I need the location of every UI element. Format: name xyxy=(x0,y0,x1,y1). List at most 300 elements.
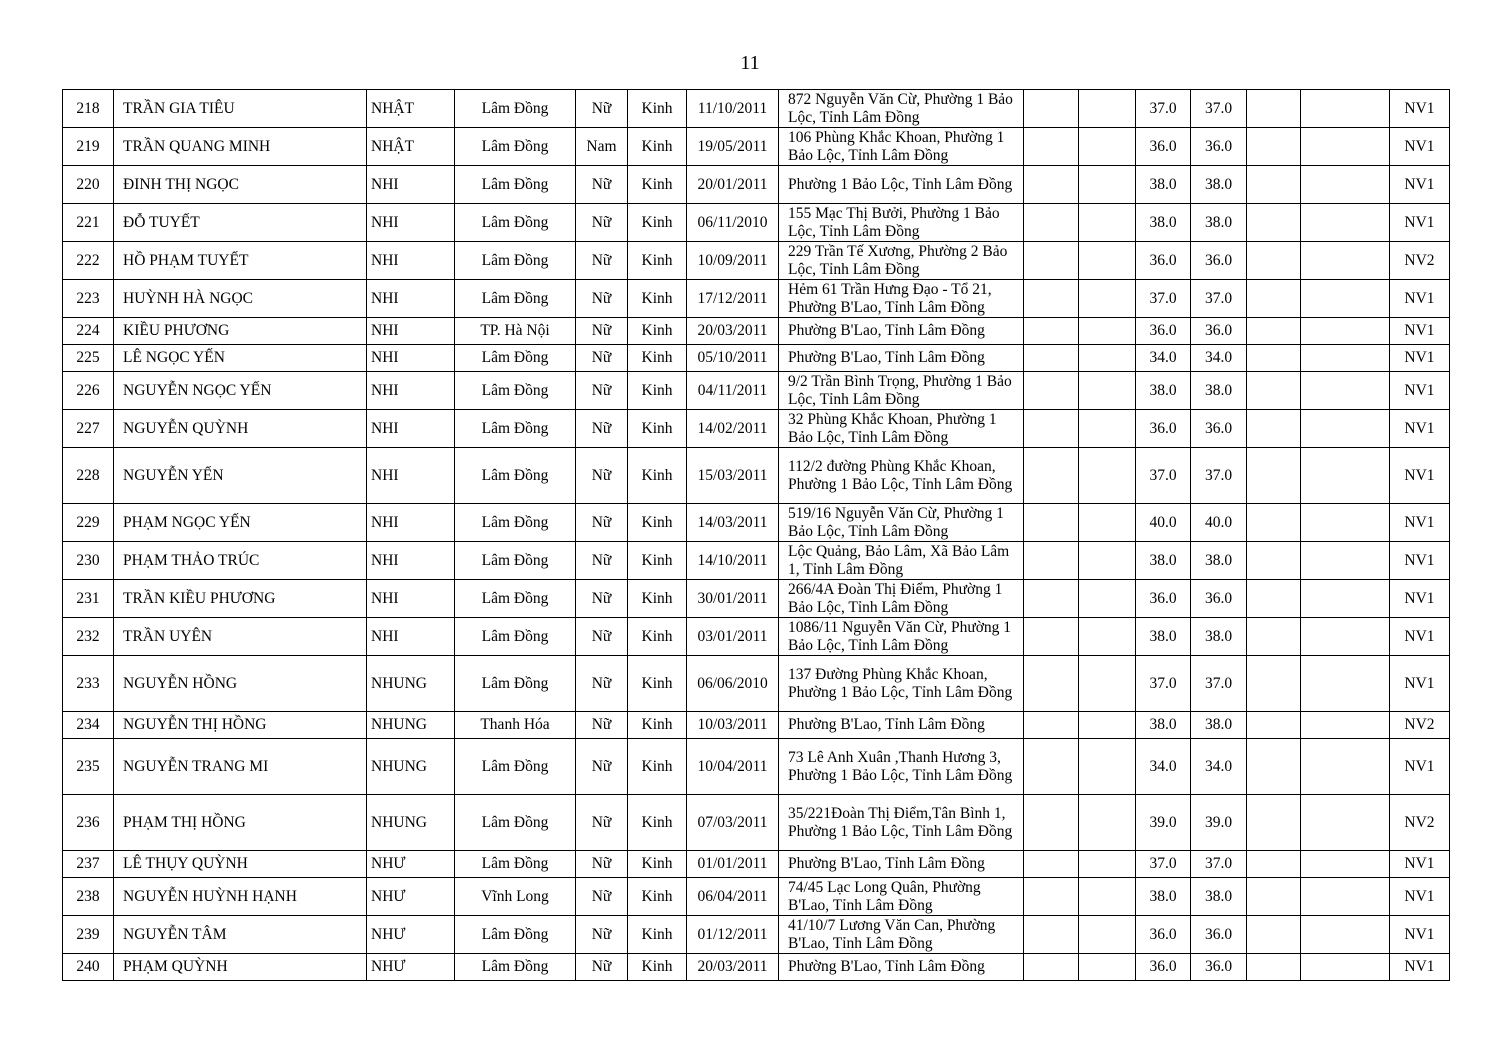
family-middle-name-cell: TRẦN KIỀU PHƯƠNG xyxy=(114,580,367,618)
family-middle-name-cell: TRẦN UYÊN xyxy=(114,618,367,656)
given-name-cell: NHI xyxy=(367,242,455,280)
birth-date-cell: 06/06/2010 xyxy=(687,656,779,712)
empty-cell-cell xyxy=(1024,448,1079,504)
birth-date-cell: 05/10/2011 xyxy=(687,345,779,372)
given-name-cell: NHI xyxy=(367,580,455,618)
gender-cell: Nữ xyxy=(576,204,628,242)
row-number-cell: 233 xyxy=(63,656,114,712)
row-number-cell: 238 xyxy=(63,878,114,916)
empty-cell-cell xyxy=(1079,504,1136,542)
empty-cell-cell xyxy=(1247,795,1301,851)
birth-date-cell: 14/10/2011 xyxy=(687,542,779,580)
given-name-cell: NHI xyxy=(367,318,455,345)
empty-cell-cell xyxy=(1301,128,1390,166)
address-cell: 35/221Đoàn Thị Điểm,Tân Bình 1, Phường 1 Bảo Lộc, Tỉnh Lâm Đồng xyxy=(779,795,1024,851)
empty-cell-cell xyxy=(1024,916,1079,954)
ethnicity-cell: Kinh xyxy=(628,90,687,128)
gender-cell: Nữ xyxy=(576,410,628,448)
wish-choice-cell: NV1 xyxy=(1390,504,1450,542)
family-middle-name-cell: HUỲNH HÀ NGỌC xyxy=(114,280,367,318)
ethnicity-cell: Kinh xyxy=(628,372,687,410)
empty-cell-cell xyxy=(1024,712,1079,739)
given-name-cell: NHI xyxy=(367,448,455,504)
row-number-cell: 226 xyxy=(63,372,114,410)
empty-cell-cell xyxy=(1079,618,1136,656)
gender-cell: Nữ xyxy=(576,580,628,618)
score-1-cell: 39.0 xyxy=(1136,795,1191,851)
score-2-cell: 37.0 xyxy=(1191,656,1247,712)
gender-cell: Nam xyxy=(576,128,628,166)
score-1-cell: 38.0 xyxy=(1136,372,1191,410)
given-name-cell: NHI xyxy=(367,618,455,656)
address-cell: 32 Phùng Khắc Khoan, Phường 1 Bảo Lộc, Tỉnh Lâm Đồng xyxy=(779,410,1024,448)
family-middle-name-cell: KIỀU PHƯƠNG xyxy=(114,318,367,345)
table-row xyxy=(63,878,1450,916)
row-number-cell: 232 xyxy=(63,618,114,656)
empty-cell-cell xyxy=(1247,410,1301,448)
score-1-cell: 40.0 xyxy=(1136,504,1191,542)
birthplace-cell: Lâm Đồng xyxy=(455,795,576,851)
table-row xyxy=(63,242,1450,280)
empty-cell-cell xyxy=(1247,954,1301,981)
gender-cell: Nữ xyxy=(576,739,628,795)
birth-date-cell: 19/05/2011 xyxy=(687,128,779,166)
gender-cell: Nữ xyxy=(576,345,628,372)
address-cell: Phường B'Lao, Tỉnh Lâm Đồng xyxy=(779,318,1024,345)
empty-cell-cell xyxy=(1301,372,1390,410)
given-name-cell: NHẬT xyxy=(367,90,455,128)
empty-cell-cell xyxy=(1079,656,1136,712)
table-row xyxy=(63,166,1450,204)
empty-cell-cell xyxy=(1301,954,1390,981)
birthplace-cell: Lâm Đồng xyxy=(455,242,576,280)
wish-choice-cell: NV1 xyxy=(1390,204,1450,242)
empty-cell-cell xyxy=(1247,878,1301,916)
wish-choice-cell: NV1 xyxy=(1390,90,1450,128)
gender-cell: Nữ xyxy=(576,618,628,656)
wish-choice-cell: NV2 xyxy=(1390,712,1450,739)
address-cell: Phường B'Lao, Tỉnh Lâm Đồng xyxy=(779,954,1024,981)
birthplace-cell: Lâm Đồng xyxy=(455,504,576,542)
empty-cell-cell xyxy=(1079,916,1136,954)
table-row xyxy=(63,580,1450,618)
empty-cell-cell xyxy=(1247,318,1301,345)
given-name-cell: NHUNG xyxy=(367,656,455,712)
row-number-cell: 219 xyxy=(63,128,114,166)
empty-cell-cell xyxy=(1247,372,1301,410)
ethnicity-cell: Kinh xyxy=(628,410,687,448)
empty-cell-cell xyxy=(1247,204,1301,242)
address-cell: 74/45 Lạc Long Quân, Phường B'Lao, Tỉnh Lâm Đồng xyxy=(779,878,1024,916)
empty-cell-cell xyxy=(1247,345,1301,372)
ethnicity-cell: Kinh xyxy=(628,712,687,739)
address-cell: 266/4A Đoàn Thị Điểm, Phường 1 Bảo Lộc, Tỉnh Lâm Đồng xyxy=(779,580,1024,618)
score-2-cell: 39.0 xyxy=(1191,795,1247,851)
address-cell: 106 Phùng Khắc Khoan, Phường 1 Bảo Lộc, Tỉnh Lâm Đồng xyxy=(779,128,1024,166)
birthplace-cell: Lâm Đồng xyxy=(455,128,576,166)
table-row xyxy=(63,280,1450,318)
birth-date-cell: 01/12/2011 xyxy=(687,916,779,954)
ethnicity-cell: Kinh xyxy=(628,204,687,242)
empty-cell-cell xyxy=(1247,448,1301,504)
empty-cell-cell xyxy=(1024,795,1079,851)
empty-cell-cell xyxy=(1079,878,1136,916)
score-1-cell: 37.0 xyxy=(1136,656,1191,712)
empty-cell-cell xyxy=(1079,318,1136,345)
empty-cell-cell xyxy=(1079,739,1136,795)
row-number-cell: 218 xyxy=(63,90,114,128)
empty-cell-cell xyxy=(1301,851,1390,878)
row-number-cell: 231 xyxy=(63,580,114,618)
score-2-cell: 37.0 xyxy=(1191,280,1247,318)
empty-cell-cell xyxy=(1024,954,1079,981)
birth-date-cell: 20/03/2011 xyxy=(687,954,779,981)
wish-choice-cell: NV1 xyxy=(1390,739,1450,795)
empty-cell-cell xyxy=(1024,90,1079,128)
empty-cell-cell xyxy=(1301,504,1390,542)
family-middle-name-cell: NGUYỄN THỊ HỒNG xyxy=(114,712,367,739)
gender-cell: Nữ xyxy=(576,916,628,954)
birthplace-cell: Lâm Đồng xyxy=(455,916,576,954)
empty-cell-cell xyxy=(1247,166,1301,204)
address-cell: Phường 1 Bảo Lộc, Tỉnh Lâm Đồng xyxy=(779,166,1024,204)
gender-cell: Nữ xyxy=(576,851,628,878)
birth-date-cell: 10/03/2011 xyxy=(687,712,779,739)
empty-cell-cell xyxy=(1024,166,1079,204)
birthplace-cell: Lâm Đồng xyxy=(455,448,576,504)
birthplace-cell: Lâm Đồng xyxy=(455,656,576,712)
wish-choice-cell: NV1 xyxy=(1390,851,1450,878)
score-1-cell: 36.0 xyxy=(1136,916,1191,954)
family-middle-name-cell: LÊ NGỌC YẾN xyxy=(114,345,367,372)
gender-cell: Nữ xyxy=(576,242,628,280)
empty-cell-cell xyxy=(1079,580,1136,618)
score-2-cell: 36.0 xyxy=(1191,128,1247,166)
empty-cell-cell xyxy=(1301,916,1390,954)
ethnicity-cell: Kinh xyxy=(628,280,687,318)
score-2-cell: 36.0 xyxy=(1191,954,1247,981)
empty-cell-cell xyxy=(1247,542,1301,580)
score-2-cell: 36.0 xyxy=(1191,242,1247,280)
gender-cell: Nữ xyxy=(576,372,628,410)
gender-cell: Nữ xyxy=(576,318,628,345)
row-number-cell: 221 xyxy=(63,204,114,242)
family-middle-name-cell: NGUYỄN NGỌC YẾN xyxy=(114,372,367,410)
birth-date-cell: 20/01/2011 xyxy=(687,166,779,204)
family-middle-name-cell: ĐỖ TUYẾT xyxy=(114,204,367,242)
gender-cell: Nữ xyxy=(576,504,628,542)
wish-choice-cell: NV1 xyxy=(1390,580,1450,618)
family-middle-name-cell: NGUYỄN QUỲNH xyxy=(114,410,367,448)
empty-cell-cell xyxy=(1301,795,1390,851)
address-cell: Phường B'Lao, Tỉnh Lâm Đồng xyxy=(779,712,1024,739)
birthplace-cell: TP. Hà Nội xyxy=(455,318,576,345)
row-number-cell: 240 xyxy=(63,954,114,981)
empty-cell-cell xyxy=(1301,318,1390,345)
empty-cell-cell xyxy=(1247,712,1301,739)
score-1-cell: 38.0 xyxy=(1136,204,1191,242)
empty-cell-cell xyxy=(1024,345,1079,372)
empty-cell-cell xyxy=(1079,372,1136,410)
ethnicity-cell: Kinh xyxy=(628,448,687,504)
gender-cell: Nữ xyxy=(576,448,628,504)
table-row xyxy=(63,318,1450,345)
score-2-cell: 40.0 xyxy=(1191,504,1247,542)
gender-cell: Nữ xyxy=(576,795,628,851)
family-middle-name-cell: PHẠM THỊ HỒNG xyxy=(114,795,367,851)
empty-cell-cell xyxy=(1301,712,1390,739)
gender-cell: Nữ xyxy=(576,878,628,916)
birthplace-cell: Lâm Đồng xyxy=(455,618,576,656)
address-cell: 1086/11 Nguyễn Văn Cừ, Phường 1 Bảo Lộc, Tỉnh Lâm Đồng xyxy=(779,618,1024,656)
row-number-cell: 229 xyxy=(63,504,114,542)
empty-cell-cell xyxy=(1079,954,1136,981)
wish-choice-cell: NV1 xyxy=(1390,345,1450,372)
family-middle-name-cell: PHẠM THẢO TRÚC xyxy=(114,542,367,580)
ethnicity-cell: Kinh xyxy=(628,795,687,851)
wish-choice-cell: NV1 xyxy=(1390,410,1450,448)
address-cell: 73 Lê Anh Xuân ,Thanh Hương 3, Phường 1 Bảo Lộc, Tỉnh Lâm Đồng xyxy=(779,739,1024,795)
table-row xyxy=(63,656,1450,712)
birthplace-cell: Lâm Đồng xyxy=(455,851,576,878)
table-row xyxy=(63,204,1450,242)
birthplace-cell: Lâm Đồng xyxy=(455,739,576,795)
gender-cell: Nữ xyxy=(576,656,628,712)
empty-cell-cell xyxy=(1301,90,1390,128)
empty-cell-cell xyxy=(1079,410,1136,448)
empty-cell-cell xyxy=(1301,878,1390,916)
table-row xyxy=(63,504,1450,542)
score-2-cell: 38.0 xyxy=(1191,618,1247,656)
ethnicity-cell: Kinh xyxy=(628,242,687,280)
birth-date-cell: 20/03/2011 xyxy=(687,318,779,345)
gender-cell: Nữ xyxy=(576,166,628,204)
empty-cell-cell xyxy=(1024,280,1079,318)
table-row xyxy=(63,618,1450,656)
given-name-cell: NHI xyxy=(367,542,455,580)
wish-choice-cell: NV2 xyxy=(1390,795,1450,851)
family-middle-name-cell: PHẠM QUỲNH xyxy=(114,954,367,981)
empty-cell-cell xyxy=(1301,280,1390,318)
score-1-cell: 36.0 xyxy=(1136,128,1191,166)
empty-cell-cell xyxy=(1024,128,1079,166)
wish-choice-cell: NV1 xyxy=(1390,916,1450,954)
gender-cell: Nữ xyxy=(576,542,628,580)
score-1-cell: 38.0 xyxy=(1136,618,1191,656)
score-1-cell: 38.0 xyxy=(1136,542,1191,580)
empty-cell-cell xyxy=(1301,204,1390,242)
family-middle-name-cell: NGUYỄN HỒNG xyxy=(114,656,367,712)
empty-cell-cell xyxy=(1247,916,1301,954)
address-cell: Phường B'Lao, Tỉnh Lâm Đồng xyxy=(779,851,1024,878)
birthplace-cell: Lâm Đồng xyxy=(455,372,576,410)
score-1-cell: 34.0 xyxy=(1136,739,1191,795)
given-name-cell: NHI xyxy=(367,410,455,448)
birth-date-cell: 10/04/2011 xyxy=(687,739,779,795)
wish-choice-cell: NV1 xyxy=(1390,128,1450,166)
page-number: 11 xyxy=(740,52,760,74)
given-name-cell: NHI xyxy=(367,345,455,372)
empty-cell-cell xyxy=(1079,851,1136,878)
score-1-cell: 36.0 xyxy=(1136,242,1191,280)
birth-date-cell: 03/01/2011 xyxy=(687,618,779,656)
empty-cell-cell xyxy=(1247,618,1301,656)
given-name-cell: NHUNG xyxy=(367,712,455,739)
ethnicity-cell: Kinh xyxy=(628,851,687,878)
row-number-cell: 222 xyxy=(63,242,114,280)
ethnicity-cell: Kinh xyxy=(628,954,687,981)
table-row xyxy=(63,448,1450,504)
row-number-cell: 235 xyxy=(63,739,114,795)
given-name-cell: NHƯ xyxy=(367,916,455,954)
birth-date-cell: 14/02/2011 xyxy=(687,410,779,448)
row-number-cell: 224 xyxy=(63,318,114,345)
score-2-cell: 38.0 xyxy=(1191,712,1247,739)
empty-cell-cell xyxy=(1024,410,1079,448)
ethnicity-cell: Kinh xyxy=(628,345,687,372)
family-middle-name-cell: HỒ PHẠM TUYẾT xyxy=(114,242,367,280)
family-middle-name-cell: NGUYỄN YẾN xyxy=(114,448,367,504)
birthplace-cell: Lâm Đồng xyxy=(455,166,576,204)
empty-cell-cell xyxy=(1024,580,1079,618)
birth-date-cell: 17/12/2011 xyxy=(687,280,779,318)
given-name-cell: NHƯ xyxy=(367,851,455,878)
empty-cell-cell xyxy=(1247,90,1301,128)
birth-date-cell: 10/09/2011 xyxy=(687,242,779,280)
ethnicity-cell: Kinh xyxy=(628,656,687,712)
wish-choice-cell: NV1 xyxy=(1390,618,1450,656)
given-name-cell: NHUNG xyxy=(367,739,455,795)
score-2-cell: 38.0 xyxy=(1191,204,1247,242)
table-row xyxy=(63,542,1450,580)
empty-cell-cell xyxy=(1079,795,1136,851)
empty-cell-cell xyxy=(1024,204,1079,242)
family-middle-name-cell: PHẠM NGỌC YẾN xyxy=(114,504,367,542)
ethnicity-cell: Kinh xyxy=(628,542,687,580)
score-1-cell: 34.0 xyxy=(1136,345,1191,372)
wish-choice-cell: NV1 xyxy=(1390,656,1450,712)
score-2-cell: 37.0 xyxy=(1191,851,1247,878)
given-name-cell: NHẬT xyxy=(367,128,455,166)
birthplace-cell: Lâm Đồng xyxy=(455,204,576,242)
family-middle-name-cell: NGUYỄN HUỲNH HẠNH xyxy=(114,878,367,916)
row-number-cell: 227 xyxy=(63,410,114,448)
wish-choice-cell: NV1 xyxy=(1390,542,1450,580)
empty-cell-cell xyxy=(1079,204,1136,242)
table-row xyxy=(63,851,1450,878)
birth-date-cell: 06/04/2011 xyxy=(687,878,779,916)
score-1-cell: 37.0 xyxy=(1136,280,1191,318)
empty-cell-cell xyxy=(1247,128,1301,166)
wish-choice-cell: NV1 xyxy=(1390,954,1450,981)
birth-date-cell: 11/10/2011 xyxy=(687,90,779,128)
table-row xyxy=(63,345,1450,372)
birth-date-cell: 15/03/2011 xyxy=(687,448,779,504)
score-1-cell: 37.0 xyxy=(1136,448,1191,504)
birthplace-cell: Thanh Hóa xyxy=(455,712,576,739)
ethnicity-cell: Kinh xyxy=(628,618,687,656)
student-roster-table xyxy=(62,89,1450,981)
family-middle-name-cell: LÊ THỤY QUỲNH xyxy=(114,851,367,878)
score-1-cell: 36.0 xyxy=(1136,410,1191,448)
given-name-cell: NHI xyxy=(367,280,455,318)
family-middle-name-cell: NGUYỄN TÂM xyxy=(114,916,367,954)
empty-cell-cell xyxy=(1079,128,1136,166)
empty-cell-cell xyxy=(1301,580,1390,618)
empty-cell-cell xyxy=(1024,504,1079,542)
birth-date-cell: 14/03/2011 xyxy=(687,504,779,542)
gender-cell: Nữ xyxy=(576,90,628,128)
birth-date-cell: 30/01/2011 xyxy=(687,580,779,618)
empty-cell-cell xyxy=(1247,280,1301,318)
wish-choice-cell: NV1 xyxy=(1390,878,1450,916)
row-number-cell: 239 xyxy=(63,916,114,954)
empty-cell-cell xyxy=(1301,618,1390,656)
address-cell: 41/10/7 Lương Văn Can, Phường B'Lao, Tỉnh Lâm Đồng xyxy=(779,916,1024,954)
given-name-cell: NHI xyxy=(367,372,455,410)
wish-choice-cell: NV1 xyxy=(1390,280,1450,318)
score-2-cell: 36.0 xyxy=(1191,580,1247,618)
empty-cell-cell xyxy=(1024,372,1079,410)
empty-cell-cell xyxy=(1024,618,1079,656)
table-row xyxy=(63,90,1450,128)
address-cell: 519/16 Nguyễn Văn Cừ, Phường 1 Bảo Lộc, Tỉnh Lâm Đồng xyxy=(779,504,1024,542)
empty-cell-cell xyxy=(1079,90,1136,128)
empty-cell-cell xyxy=(1247,504,1301,542)
family-middle-name-cell: TRẦN QUANG MINH xyxy=(114,128,367,166)
score-2-cell: 38.0 xyxy=(1191,878,1247,916)
ethnicity-cell: Kinh xyxy=(628,318,687,345)
ethnicity-cell: Kinh xyxy=(628,580,687,618)
empty-cell-cell xyxy=(1024,656,1079,712)
score-1-cell: 36.0 xyxy=(1136,580,1191,618)
birthplace-cell: Lâm Đồng xyxy=(455,90,576,128)
score-1-cell: 37.0 xyxy=(1136,90,1191,128)
address-cell: 137 Đường Phùng Khắc Khoan, Phường 1 Bảo Lộc, Tỉnh Lâm Đồng xyxy=(779,656,1024,712)
address-cell: Lộc Quảng, Bảo Lâm, Xã Bảo Lâm 1, Tỉnh Lâm Đồng xyxy=(779,542,1024,580)
address-cell: Hẻm 61 Trần Hưng Đạo - Tổ 21, Phường B'Lao, Tỉnh Lâm Đồng xyxy=(779,280,1024,318)
address-cell: 9/2 Trần Bình Trọng, Phường 1 Bảo Lộc, Tỉnh Lâm Đồng xyxy=(779,372,1024,410)
wish-choice-cell: NV1 xyxy=(1390,166,1450,204)
empty-cell-cell xyxy=(1301,542,1390,580)
empty-cell-cell xyxy=(1247,739,1301,795)
empty-cell-cell xyxy=(1079,166,1136,204)
row-number-cell: 230 xyxy=(63,542,114,580)
score-2-cell: 36.0 xyxy=(1191,916,1247,954)
given-name-cell: NHƯ xyxy=(367,878,455,916)
wish-choice-cell: NV1 xyxy=(1390,448,1450,504)
score-1-cell: 38.0 xyxy=(1136,166,1191,204)
ethnicity-cell: Kinh xyxy=(628,916,687,954)
score-1-cell: 38.0 xyxy=(1136,878,1191,916)
row-number-cell: 236 xyxy=(63,795,114,851)
table-row xyxy=(63,954,1450,981)
roster-body xyxy=(63,90,1450,981)
score-2-cell: 38.0 xyxy=(1191,166,1247,204)
empty-cell-cell xyxy=(1079,712,1136,739)
ethnicity-cell: Kinh xyxy=(628,166,687,204)
address-cell: Phường B'Lao, Tỉnh Lâm Đồng xyxy=(779,345,1024,372)
wish-choice-cell: NV2 xyxy=(1390,242,1450,280)
table-row xyxy=(63,916,1450,954)
birth-date-cell: 07/03/2011 xyxy=(687,795,779,851)
address-cell: 112/2 đường Phùng Khắc Khoan, Phường 1 Bảo Lộc, Tỉnh Lâm Đồng xyxy=(779,448,1024,504)
empty-cell-cell xyxy=(1301,242,1390,280)
score-2-cell: 38.0 xyxy=(1191,372,1247,410)
birth-date-cell: 01/01/2011 xyxy=(687,851,779,878)
empty-cell-cell xyxy=(1301,410,1390,448)
birthplace-cell: Lâm Đồng xyxy=(455,280,576,318)
